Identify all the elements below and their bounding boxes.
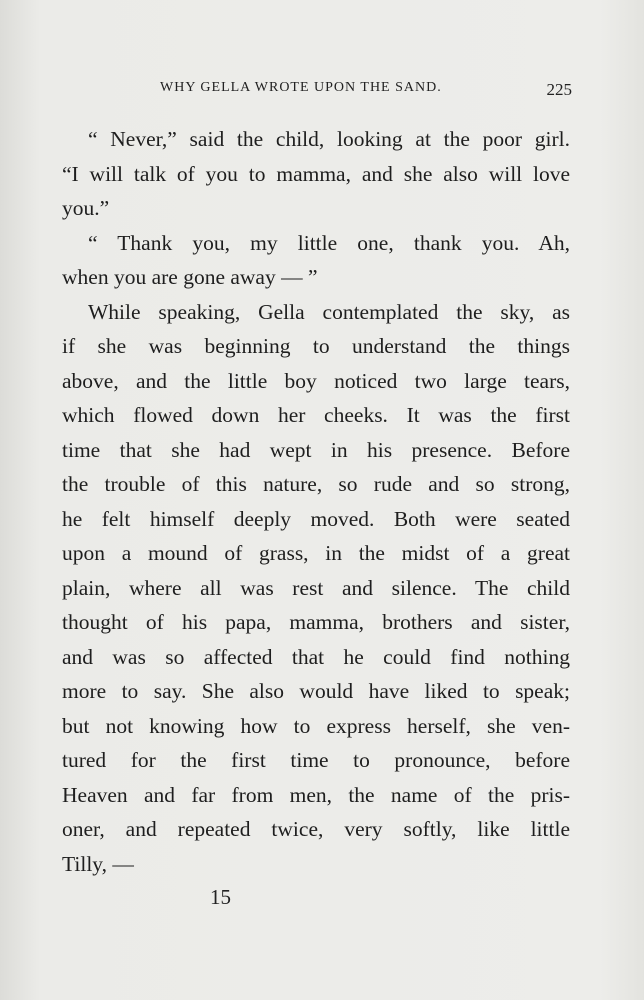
text-line: upon a mound of grass, in the midst of a great	[62, 541, 570, 565]
text-line: plain, where all was rest and silence. The child	[62, 575, 570, 600]
text-line: tured for the first time to pronounce, before	[62, 748, 570, 772]
text-line: “ Thank you, my little one, thank you. Ah,	[88, 230, 570, 255]
signature-mark: 15	[210, 885, 231, 909]
page-number: 225	[546, 80, 572, 99]
running-title: WHY GELLA WROTE UPON THE SAND.	[160, 80, 442, 95]
text-line: thought of his papa, mamma, brothers and sister,	[62, 610, 570, 634]
text-line: “I will talk of you to mamma, and she also will love	[62, 161, 570, 186]
body-text	[62, 122, 570, 881]
text-line: and was so affected that he could find nothing	[62, 644, 570, 669]
text-line: time that she had wept in his presence. Before	[62, 437, 570, 462]
text-line: oner, and repeated twice, very softly, like little	[62, 817, 570, 841]
text-line: the trouble of this nature, so rude and so strong,	[62, 472, 570, 496]
text-line: you.”	[62, 196, 110, 220]
text-line: he felt himself deeply moved. Both were seated	[62, 506, 570, 531]
running-head	[60, 80, 572, 102]
text-line: above, and the little boy noticed two large tears,	[62, 368, 570, 393]
text-line: Heaven and far from men, the name of the pris-	[62, 782, 570, 807]
text-line: “ Never,” said the child, looking at the poor girl.	[88, 127, 570, 151]
text-line: While speaking, Gella contemplated the sky, as	[88, 299, 570, 324]
text-line: more to say. She also would have liked to speak;	[62, 679, 570, 703]
text-line: which flowed down her cheeks. It was the first	[62, 403, 570, 427]
text-line: but not knowing how to express herself, she ven-	[62, 713, 570, 738]
text-line: when you are gone away — ”	[62, 265, 318, 289]
text-line: if she was beginning to understand the things	[62, 334, 570, 358]
text-line: Tilly, —	[62, 851, 134, 876]
